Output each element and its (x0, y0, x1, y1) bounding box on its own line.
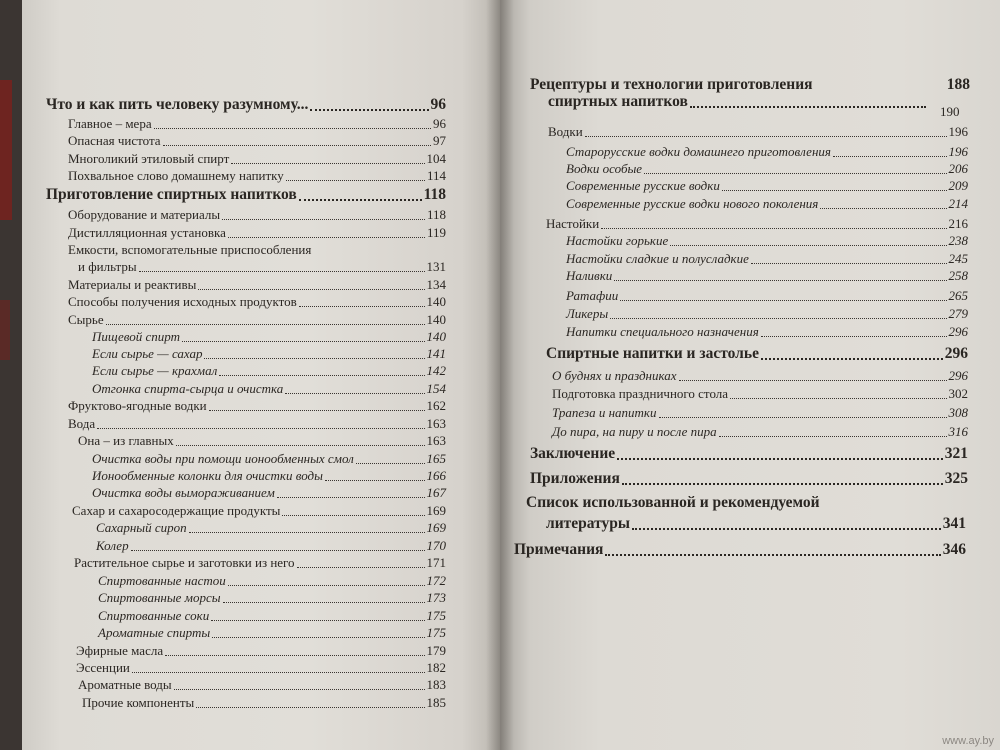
toc-subsection: Ратафии 265 (566, 288, 968, 303)
toc-subsection: Наливки 258 (566, 268, 968, 283)
toc-chapter: Приготовление спиртных напитков 118 (46, 186, 446, 203)
toc-subsection: До пира, на пиру и после пира 316 (552, 424, 968, 439)
toc-subsection: Спиртованные морсы 173 (98, 590, 446, 605)
toc-section: Похвальное слово домашнему напитку 114 (68, 168, 446, 183)
toc-section: Водки 196 (548, 124, 968, 139)
toc-subsection: О буднях и праздниках 296 (552, 368, 968, 383)
toc-chapter: Спиртные напитки и застолье 296 (546, 345, 968, 362)
toc-section: Сахар и сахаросодержащие продукты 169 (72, 503, 446, 518)
toc-section: Она – из главных 163 (78, 433, 446, 448)
toc-section: и фильтры 131 (78, 259, 446, 274)
toc-subsection: Ликеры 279 (566, 306, 968, 321)
toc-section: Материалы и реактивы 134 (68, 277, 446, 292)
toc-section: Главное – мера 96 (68, 116, 446, 131)
toc-subsection: Напитки специального назначения 296 (566, 324, 968, 339)
toc-section: Способы получения исходных продуктов 140 (68, 294, 446, 309)
toc-subsection: Современные русские водки нового поколения 214 (566, 196, 968, 211)
toc-section: Фруктово-ягодные водки 162 (68, 398, 446, 413)
toc-subsection: Трапеза и напитки 308 (552, 405, 968, 420)
toc-section: Сырье 140 (68, 312, 446, 327)
toc-subsection: Спиртованные настои 172 (98, 573, 446, 588)
toc-chapter: Заключение 321 (530, 445, 968, 462)
toc-chapter: Что и как пить человеку разумному... 96 (46, 96, 446, 113)
toc-chapter: Приложения 325 (530, 470, 968, 487)
toc-subsection: Ароматные спирты 175 (98, 625, 446, 640)
toc-subsection: Отгонка спирта-сырца и очистка 154 (92, 381, 446, 396)
toc-chapter: Примечания 346 (514, 541, 966, 558)
book-gutter (486, 0, 514, 750)
toc-chapter: литературы 341 (546, 515, 966, 532)
toc-section-line1: Емкости, вспомогательные приспособления (68, 242, 312, 257)
toc-subsection: Настойки горькие 238 (566, 233, 968, 248)
toc-subsection: Сахарный сироп 169 (96, 520, 446, 535)
toc-chapter: Рецептуры и технологии приготовления 188 (530, 76, 970, 93)
toc-page-number: 190 (940, 104, 960, 119)
toc-subsection: Современные русские водки 209 (566, 178, 968, 193)
toc-section: Вода 163 (68, 416, 446, 431)
toc-subsection: Если сырье — сахар 141 (92, 346, 446, 361)
toc-section: Настойки 216 (546, 216, 968, 231)
toc-section: Подготовка праздничного стола 302 (552, 386, 968, 401)
toc-section: Дистилляционная установка 119 (68, 225, 446, 240)
toc-chapter-cont: спиртных напитков (548, 93, 928, 111)
toc-subsection: Настойки сладкие и полусладкие 245 (566, 251, 968, 266)
toc-section: Ароматные воды 183 (78, 677, 446, 692)
toc-section: Оборудование и материалы 118 (68, 207, 446, 222)
toc-section: Растительное сырье и заготовки из него 171 (74, 555, 446, 570)
toc-subsection: Водки особые 206 (566, 161, 968, 176)
toc-section: Прочие компоненты 185 (82, 695, 446, 710)
watermark: www.ay.by (942, 735, 994, 747)
toc-subsection: Если сырье — крахмал 142 (92, 363, 446, 378)
toc-subsection: Старорусские водки домашнего приготовления 196 (566, 144, 968, 159)
toc-section: Опасная чистота 97 (68, 133, 446, 148)
toc-section: Эфирные масла 179 (76, 643, 446, 658)
toc-section: Эссенции 182 (76, 660, 446, 675)
toc-chapter-line1: Список использованной и рекомендуемой (526, 494, 820, 511)
toc-subsection: Ионообменные колонки для очистки воды 166 (92, 468, 446, 483)
toc-subsection: Очистка воды при помощи ионообменных смол 165 (92, 451, 446, 466)
toc-subsection: Очистка воды вымораживанием 167 (92, 485, 446, 500)
toc-subsection: Колер 170 (96, 538, 446, 553)
toc-subsection: Спиртованные соки 175 (98, 608, 446, 623)
toc-subsection: Пищевой спирт 140 (92, 329, 446, 344)
toc-section: Многоликий этиловый спирт 104 (68, 151, 446, 166)
